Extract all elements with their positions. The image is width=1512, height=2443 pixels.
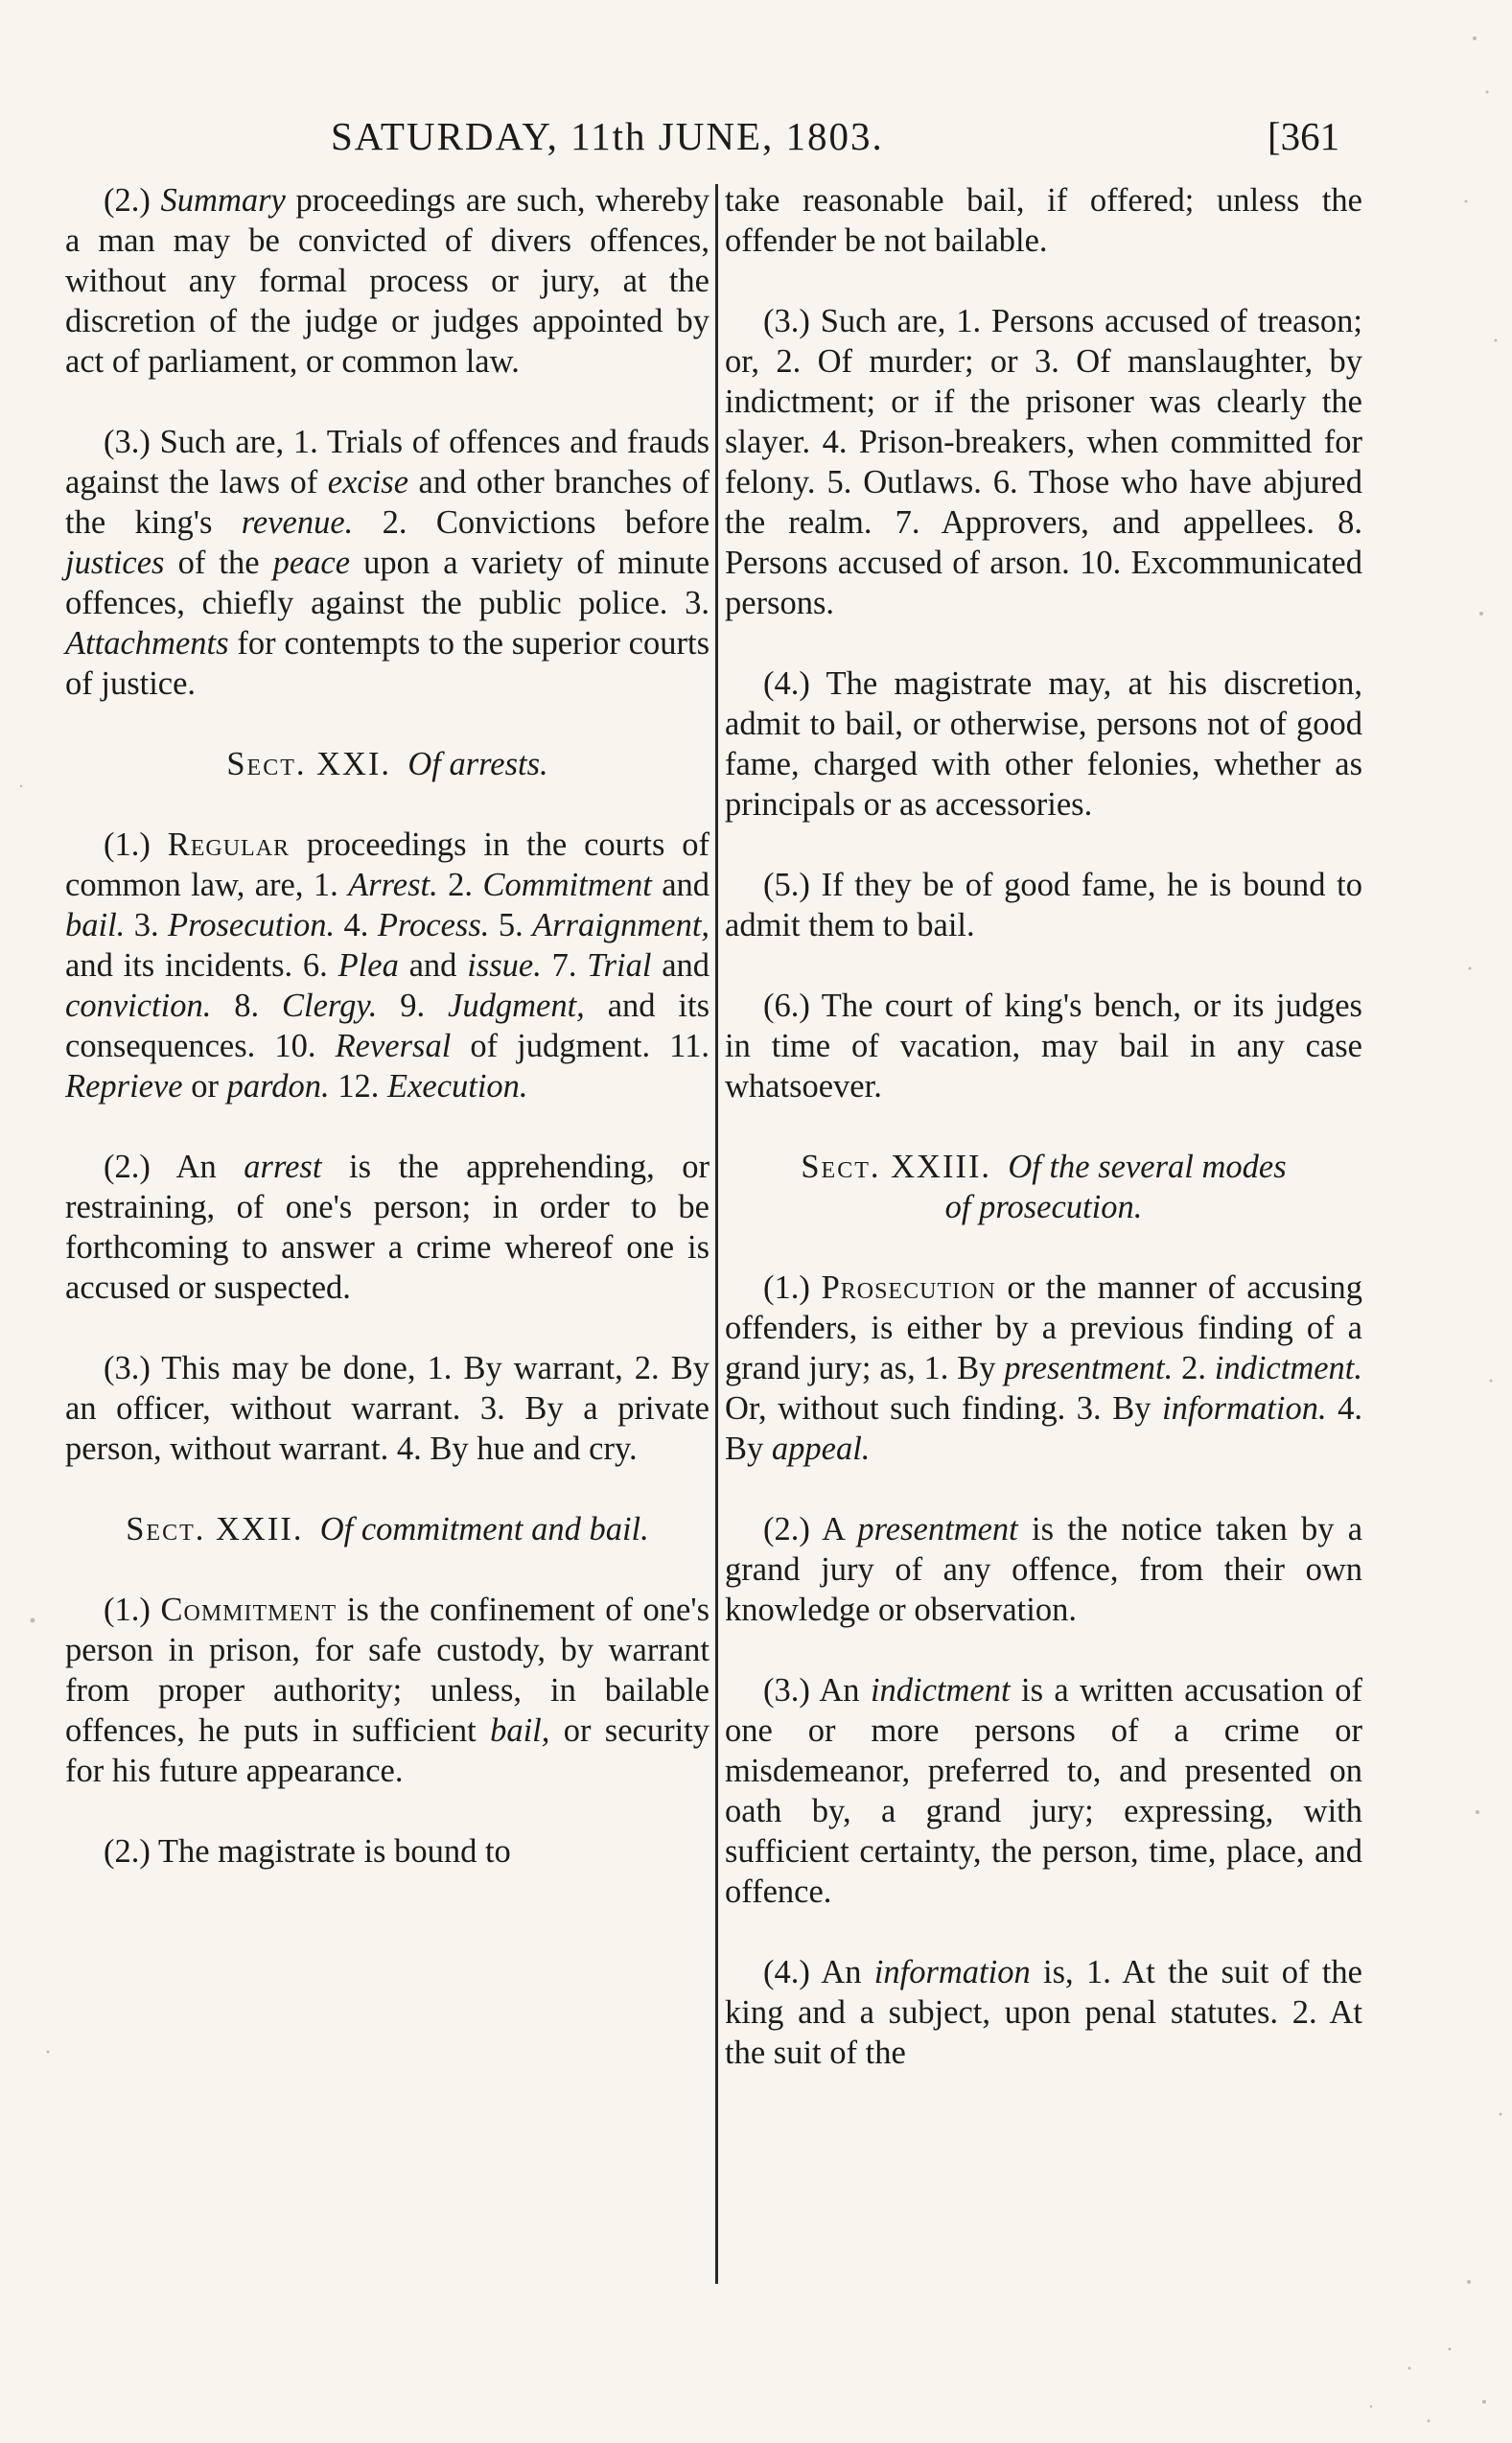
- section-heading-xxi: Sect. XXI. Of arrests.: [226, 746, 548, 782]
- paragraph-commitment-3: (3.) Such are, 1. Persons accused of treason; or, 2. Of murder; or 3. Of manslaughter, by indictment; or if the prisoner was clearly the slayer. 4. Prison-breakers, when committed for felony. 5. Outlaws. 6. Those who have abjured the realm. 7. Approvers, and appellees. 8. Persons accused of arson. 10. Excommunicated persons.: [725, 303, 1362, 621]
- section-heading-xxiii: Sect. XXIII. Of the several modes of prosecution.: [801, 1149, 1287, 1225]
- paragraph-prosecution-4: (4.) An information is, 1. At the suit of the king and a subject, upon penal statutes. 2. At the suit of the: [725, 1954, 1362, 2071]
- paragraph-summary-3: (3.) Such are, 1. Trials of offences and frauds against the laws of excise and other branches of the king's revenue. 2. Convictions before justices of the peace upon a variety of minute offences, chiefly against the public police. 3. Attachments for contempts to the superior courts of justice.: [65, 424, 710, 702]
- paragraph-commitment-6: (6.) The court of king's bench, or its judges in time of vacation, may bail in any case whatsoever.: [725, 988, 1362, 1105]
- paragraph-summary-2: (2.) Summary proceedings are such, whereby a man may be convicted of divers offences, without any formal process or jury, at the discretion of the judge or judges appointed by act of parliament, or common law.: [65, 182, 709, 380]
- running-header: [0, 113, 1512, 171]
- paragraph-arrests-2: (2.) An arrest is the apprehending, or restraining, of one's person; in order to be forthcoming to answer a crime whereof one is accused or suspected.: [65, 1149, 710, 1306]
- paragraph-prosecution-2: (2.) A presentment is the notice taken by a grand jury of any offence, from their own knowledge or observation.: [725, 1511, 1363, 1628]
- section-heading-xxii: Sect. XXII. Of commitment and bail.: [126, 1511, 649, 1547]
- paragraph-commitment-1: (1.) Commitment is the confinement of one's person in prison, for safe custody, by warrant from proper authority; unless, in bailable offences, he puts in sufficient bail, or security for his future appearance.: [65, 1592, 710, 1789]
- paragraph-arrests-3: (3.) This may be done, 1. By warrant, 2. By an officer, without warrant. 3. By a private person, without warrant. 4. By hue and cry.: [65, 1350, 709, 1467]
- paragraph-commitment-2-start: (2.) The magistrate is bound to: [104, 1833, 511, 1870]
- paragraph-commitment-2-continued: take reasonable bail, if offered; unless the offender be not bailable.: [725, 182, 1362, 259]
- page-number: [361: [1268, 114, 1340, 158]
- paragraph-prosecution-3: (3.) An indictment is a written accusation of one or more persons of a crime or misdemeanor, preferred to, and presented on oath by, a grand jury; expressing, with sufficient certainty, the person, time, place, and offence.: [725, 1672, 1362, 1910]
- paragraph-commitment-5: (5.) If they be of good fame, he is bound to admit them to bail.: [725, 867, 1363, 943]
- paragraph-arrests-1: (1.) Regular proceedings in the courts of common law, are, 1. Arrest. 2. Commitment and bail. 3. Prosecution. 4. Process. 5. Arraignment, and its incidents. 6. Plea and issue. 7. Trial and conviction. 8. Clergy. 9. Judgment, and its consequences. 10. Reversal of judgment. 11. Reprieve or pardon. 12. Execution.: [65, 826, 710, 1105]
- column-divider: [715, 184, 718, 2284]
- right-column: [725, 180, 1362, 2113]
- paragraph-prosecution-1: (1.) Prosecution or the manner of accusing offenders, is either by a previous finding of a grand jury; as, 1. By presentment. 2. indictment. Or, without such finding. 3. By information. 4. By appeal.: [725, 1269, 1363, 1467]
- header-date-title: SATURDAY, 11th JUNE, 1803.: [331, 114, 884, 158]
- left-column: [65, 180, 709, 1912]
- paragraph-commitment-4: (4.) The magistrate may, at his discretion, admit to bail, or otherwise, persons not of good fame, charged with other felonies, whether as principals or as accessories.: [725, 665, 1362, 823]
